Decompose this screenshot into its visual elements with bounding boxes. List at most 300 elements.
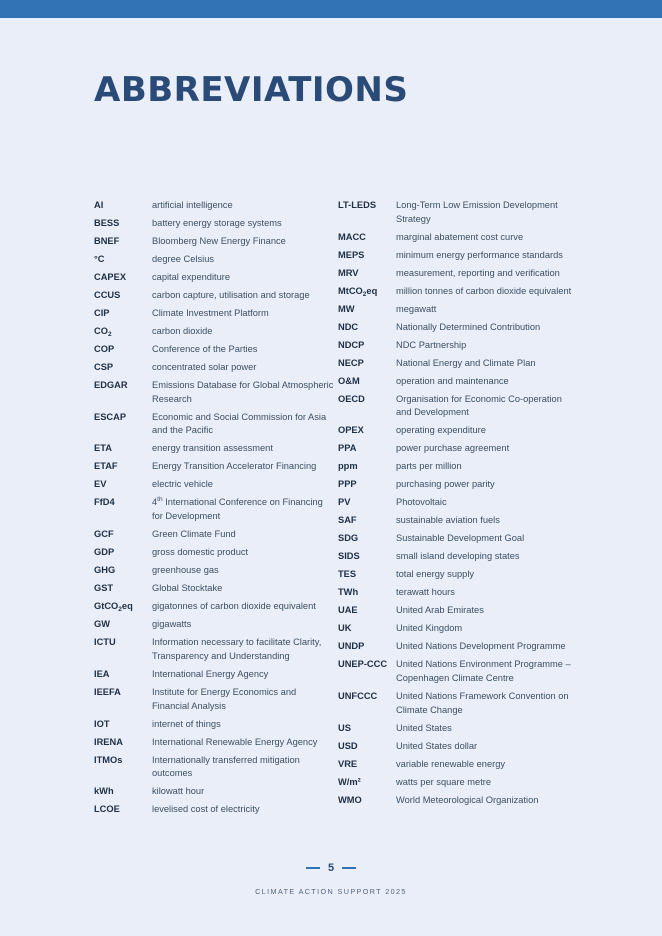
abbreviation-entry (338, 357, 572, 371)
abbreviation-definition (152, 668, 334, 682)
abbreviation-definition (396, 586, 572, 600)
abbreviation-entry (94, 668, 334, 682)
abbreviation-term-text: ETAF (94, 461, 118, 472)
abbreviation-entry (338, 478, 572, 492)
abbreviation-term (94, 582, 152, 596)
abbreviations-left-column (94, 199, 334, 821)
definition-text: NDC Partnership (396, 339, 467, 350)
definition-text: battery energy storage systems (152, 217, 282, 228)
abbreviation-entry (338, 231, 572, 245)
definition-text: National Energy and Climate Plan (396, 357, 536, 368)
definition-text: Internationally transferred mitigation outcomes (152, 754, 300, 779)
abbreviation-definition (396, 496, 572, 510)
definition-text: Emissions Database for Global Atmospheric Research (152, 379, 334, 404)
abbreviation-entry (338, 442, 572, 456)
abbreviation-term (338, 285, 396, 299)
abbreviation-entry (94, 411, 334, 439)
definition-text: Nationally Determined Contribution (396, 321, 541, 332)
abbreviation-definition (396, 758, 572, 772)
definition-text: Photovoltaic (396, 497, 447, 508)
definition-text: artificial intelligence (152, 200, 233, 210)
page-number-block (0, 862, 662, 874)
abbreviation-term (338, 496, 396, 510)
abbreviation-term (94, 442, 152, 456)
abbreviation-term (338, 690, 396, 718)
definition-text: Information necessary to facilitate Clarity, Transparency and Understanding (152, 637, 322, 661)
abbreviation-entry (338, 622, 572, 636)
definition-text: Sustainable Development Goal (396, 533, 525, 544)
abbreviation-term (94, 253, 152, 267)
abbreviation-term-text: LCOE (94, 804, 120, 815)
abbreviation-term (94, 736, 152, 750)
abbreviation-entry (94, 271, 334, 285)
abbreviation-definition (396, 550, 572, 564)
abbreviation-entry (94, 496, 334, 524)
definition-text: electric vehicle (152, 479, 213, 490)
abbreviation-entry (94, 217, 334, 231)
abbreviation-entry (338, 740, 572, 754)
abbreviation-definition (152, 442, 334, 456)
abbreviation-entry (338, 722, 572, 736)
abbreviation-entry (338, 586, 572, 600)
abbreviation-definition (396, 442, 572, 456)
definition-text: Conference of the Parties (152, 343, 258, 354)
abbreviation-term-text: CO (94, 325, 108, 336)
abbreviation-term-text: W/m² (338, 776, 361, 787)
abbreviation-term (338, 532, 396, 546)
abbreviation-definition (152, 528, 334, 542)
abbreviation-definition (396, 424, 572, 438)
abbreviation-term-text: TES (338, 569, 357, 580)
abbreviation-definition (396, 285, 572, 299)
abbreviation-term (338, 339, 396, 353)
abbreviation-entry (94, 582, 334, 596)
abbreviation-term-text: ICTU (94, 637, 116, 648)
abbreviation-entry (338, 496, 572, 510)
abbreviation-entry (338, 758, 572, 772)
abbreviation-term (338, 199, 396, 227)
abbreviation-term-text: SAF (338, 515, 357, 526)
definition-text: purchasing power parity (396, 479, 495, 490)
abbreviation-term-text: ESCAP (94, 411, 127, 422)
abbreviation-entry (338, 604, 572, 618)
abbreviation-term (338, 568, 396, 582)
abbreviation-term (94, 379, 152, 407)
definition-text: Bloomberg New Energy Finance (152, 235, 286, 246)
abbreviation-entry (94, 736, 334, 750)
abbreviation-definition (152, 546, 334, 560)
definition-prefix: 4 (152, 497, 158, 508)
abbreviation-entry (338, 794, 572, 808)
abbreviation-term (94, 618, 152, 632)
abbreviation-entry (94, 785, 334, 799)
definition-text: minimum energy performance standards (396, 249, 563, 260)
abbreviation-term-text: AI (94, 200, 104, 210)
abbreviation-entry (94, 686, 334, 714)
abbreviation-entry (338, 532, 572, 546)
abbreviation-definition (152, 379, 334, 407)
abbreviation-entry (338, 393, 572, 421)
abbreviation-entry (338, 285, 572, 299)
abbreviation-entry (94, 325, 334, 339)
abbreviation-definition (152, 718, 334, 732)
abbreviation-entry (94, 253, 334, 267)
definition-text: United Arab Emirates (396, 605, 484, 616)
abbreviation-subscript: 2 (107, 330, 112, 338)
abbreviation-definition (152, 411, 334, 439)
abbreviation-definition (152, 636, 334, 664)
abbreviation-definition (396, 199, 572, 227)
abbreviation-term-text: CCUS (94, 289, 121, 300)
abbreviation-definition (396, 740, 572, 754)
abbreviation-definition (396, 640, 572, 654)
abbreviation-term-text: MW (338, 303, 355, 314)
definition-text: operating expenditure (396, 425, 486, 436)
abbreviation-term (338, 249, 396, 263)
abbreviation-term-text: MACC (338, 231, 366, 242)
abbreviation-term-suffix: eq (121, 601, 133, 612)
abbreviation-definition (396, 339, 572, 353)
definition-text: International Renewable Energy Agency (152, 736, 318, 747)
abbreviation-term (94, 235, 152, 249)
abbreviation-term-text: SDG (338, 533, 359, 544)
definition-text: terawatt hours (396, 587, 455, 598)
abbreviation-term (94, 307, 152, 321)
abbreviation-term-text: GW (94, 619, 111, 630)
abbreviation-term-text: TWh (338, 587, 359, 598)
definition-text: United Nations Environment Programme – Copenhagen Climate Centre (396, 659, 571, 684)
abbreviation-definition (152, 325, 334, 339)
abbreviation-entry (94, 379, 334, 407)
definition-text: sustainable aviation fuels (396, 515, 500, 526)
abbreviation-term (338, 321, 396, 335)
definition-text: Economic and Social Commission for Asia and the Pacific (152, 411, 327, 436)
abbreviation-term-text: PV (338, 497, 351, 508)
abbreviation-entry (94, 718, 334, 732)
abbreviation-definition (396, 267, 572, 281)
abbreviation-entry (338, 460, 572, 474)
definition-text: concentrated solar power (152, 361, 257, 372)
abbreviation-entry (94, 199, 334, 213)
abbreviation-definition (152, 496, 334, 524)
abbreviation-definition (152, 582, 334, 596)
abbreviation-term-text: GtCO (94, 601, 119, 612)
abbreviation-term-text: NDCP (338, 339, 365, 350)
abbreviation-term-text: COP (94, 343, 115, 354)
definition-text: power purchase agreement (396, 443, 510, 454)
abbreviation-subscript: 2 (118, 606, 122, 614)
abbreviation-term-text: UAE (338, 605, 358, 616)
abbreviation-term (94, 564, 152, 578)
abbreviation-definition (152, 307, 334, 321)
abbreviation-entry (338, 690, 572, 718)
definition-text: Energy Transition Accelerator Financing (152, 461, 317, 472)
abbreviation-definition (396, 321, 572, 335)
abbreviation-entry (338, 339, 572, 353)
abbreviation-definition (396, 690, 572, 718)
definition-text: degree Celsius (152, 253, 215, 264)
abbreviation-definition (396, 794, 572, 808)
abbreviation-term-text: IOT (94, 718, 110, 729)
abbreviation-term-text: UNDP (338, 641, 365, 652)
definition-text: megawatt (396, 303, 437, 314)
abbreviation-entry (338, 514, 572, 528)
abbreviation-term-text: ppm (338, 461, 358, 472)
abbreviation-term (94, 496, 152, 524)
abbreviation-entry (338, 267, 572, 281)
abbreviation-term (338, 586, 396, 600)
abbreviation-entry (94, 636, 334, 664)
abbreviation-term-text: GCF (94, 529, 114, 540)
abbreviation-definition (396, 604, 572, 618)
abbreviation-definition (396, 722, 572, 736)
abbreviation-entry (338, 550, 572, 564)
abbreviation-definition (396, 393, 572, 421)
abbreviation-term-text: BESS (94, 217, 120, 228)
definition-text: Climate Investment Platform (152, 307, 269, 318)
abbreviation-term (94, 289, 152, 303)
abbreviation-term-text: PPP (338, 479, 357, 490)
abbreviation-term (338, 758, 396, 772)
definition-text: carbon capture, utilisation and storage (152, 289, 310, 300)
abbreviation-term-text: USD (338, 740, 358, 751)
abbreviation-entry (94, 460, 334, 474)
abbreviation-entry (94, 289, 334, 303)
definition-text: gigatonnes of carbon dioxide equivalent (152, 601, 316, 612)
page-title: ABBREVIATIONS (94, 70, 409, 110)
abbreviation-term-text: FfD4 (94, 497, 115, 508)
abbreviation-term-text: UNFCCC (338, 691, 378, 701)
abbreviation-entry (338, 375, 572, 389)
abbreviation-term-text: PPA (338, 443, 357, 454)
definition-text: Green Climate Fund (152, 529, 236, 540)
abbreviation-entry (94, 235, 334, 249)
abbreviation-term (94, 718, 152, 732)
abbreviation-term (94, 803, 152, 817)
abbreviation-term (338, 357, 396, 371)
abbreviation-term (338, 460, 396, 474)
definition-text: watts per square metre (396, 776, 492, 787)
abbreviation-definition (396, 460, 572, 474)
abbreviation-term (338, 640, 396, 654)
abbreviation-term-text: MRV (338, 267, 359, 278)
abbreviation-term-text: NDC (338, 321, 359, 332)
abbreviation-term-text: GHG (94, 565, 116, 576)
abbreviation-definition (396, 658, 572, 686)
abbreviation-definition (396, 375, 572, 389)
abbreviation-definition (152, 343, 334, 357)
abbreviation-definition (152, 289, 334, 303)
abbreviation-term-text: CAPEX (94, 271, 127, 282)
definition-text: International Energy Agency (152, 668, 269, 679)
definition-text: United Kingdom (396, 623, 463, 634)
abbreviation-term-text: SIDS (338, 551, 360, 562)
abbreviation-definition (152, 736, 334, 750)
top-accent-bar (0, 0, 662, 18)
abbreviation-entry (94, 361, 334, 375)
abbreviation-term-suffix: eq (366, 285, 378, 296)
abbreviation-entry (94, 307, 334, 321)
abbreviation-term-text: US (338, 722, 351, 733)
abbreviation-definition (152, 199, 334, 213)
abbreviation-term-text: BNEF (94, 235, 120, 246)
abbreviation-term (338, 622, 396, 636)
abbreviation-term (94, 668, 152, 682)
abbreviation-term-text: IEEFA (94, 686, 121, 697)
abbreviation-term-text: ITMOs (94, 754, 123, 765)
abbreviation-term-text: ETA (94, 443, 112, 454)
abbreviation-term-text: LT-LEDS (338, 200, 377, 210)
abbreviation-term (338, 722, 396, 736)
abbreviation-definition (152, 803, 334, 817)
abbreviation-entry (338, 568, 572, 582)
definition-text: total energy supply (396, 569, 475, 580)
abbreviation-definition (396, 303, 572, 317)
abbreviation-definition (396, 568, 572, 582)
abbreviation-definition (152, 478, 334, 492)
definition-text: Organisation for Economic Co-operation and Development (396, 393, 562, 418)
abbreviation-definition (152, 253, 334, 267)
definition-text: capital expenditure (152, 271, 231, 282)
abbreviation-term-text: EDGAR (94, 379, 128, 390)
abbreviation-term (94, 411, 152, 439)
abbreviation-definition (152, 217, 334, 231)
abbreviation-term (338, 375, 396, 389)
definition-text: kilowatt hour (152, 786, 205, 797)
abbreviation-term-text: EV (94, 479, 107, 490)
abbreviation-term-text: VRE (338, 758, 358, 769)
abbreviation-entry (94, 754, 334, 782)
abbreviation-entry (94, 343, 334, 357)
abbreviation-definition (152, 754, 334, 782)
abbreviation-term-text: MtCO (338, 285, 363, 296)
abbreviation-subscript: 2 (362, 290, 367, 298)
abbreviation-entry (94, 600, 334, 614)
abbreviation-definition (396, 249, 572, 263)
abbreviation-entry (338, 424, 572, 438)
abbreviation-definition (152, 618, 334, 632)
definition-text: measurement, reporting and verification (396, 267, 560, 278)
abbreviation-term-text: IRENA (94, 736, 123, 747)
abbreviation-term-text: WMO (338, 794, 362, 805)
abbreviation-definition (152, 361, 334, 375)
abbreviation-term-text: OPEX (338, 425, 364, 436)
definition-text: marginal abatement cost curve (396, 231, 524, 242)
abbreviation-definition (396, 776, 572, 790)
abbreviation-term (338, 478, 396, 492)
definition-text: levelised cost of electricity (152, 804, 260, 815)
definition-text: greenhouse gas (152, 565, 219, 576)
abbreviation-entry (94, 618, 334, 632)
abbreviation-term (94, 546, 152, 560)
page-number: 5 (327, 862, 335, 874)
abbreviation-term-text: CSP (94, 361, 114, 372)
abbreviation-term (338, 604, 396, 618)
definition-text: World Meteorological Organization (396, 794, 539, 805)
abbreviation-term (94, 271, 152, 285)
abbreviation-term (338, 231, 396, 245)
abbreviation-term (338, 658, 396, 686)
abbreviation-term (94, 478, 152, 492)
abbreviation-entry (338, 776, 572, 790)
abbreviation-definition (396, 231, 572, 245)
abbreviation-term (94, 199, 152, 213)
abbreviation-term-text: °C (94, 253, 105, 264)
page-number-dash-right (342, 867, 356, 869)
abbreviation-term-text: kWh (94, 786, 114, 797)
definition-text: United States dollar (396, 740, 478, 751)
definition-text: carbon dioxide (152, 325, 213, 336)
abbreviation-term (94, 325, 152, 339)
abbreviation-term (338, 442, 396, 456)
definition-text: operation and maintenance (396, 375, 509, 386)
abbreviation-term-text: GST (94, 583, 114, 594)
definition-superscript: th (157, 496, 163, 504)
abbreviation-term-text: MEPS (338, 249, 365, 260)
abbreviation-term-text: CIP (94, 307, 110, 318)
definition-text: variable renewable energy (396, 758, 506, 769)
abbreviation-term-text: UK (338, 623, 352, 634)
abbreviation-entry (94, 528, 334, 542)
abbreviation-entry (94, 564, 334, 578)
definition-text: Long-Term Low Emission Development Strategy (396, 200, 558, 224)
abbreviation-term (338, 393, 396, 421)
abbreviation-term-text: IEA (94, 668, 110, 679)
definition-text: United Nations Framework Convention on Climate Change (396, 691, 569, 715)
definition-text: million tonnes of carbon dioxide equivalent (396, 285, 572, 296)
definition-text: gigawatts (152, 619, 192, 630)
abbreviation-term (94, 361, 152, 375)
definition-text: International Conference on Financing for Development (152, 497, 323, 522)
abbreviation-term-text: UNEP-CCC (338, 659, 388, 670)
abbreviation-term-text: GDP (94, 547, 115, 558)
abbreviation-entry (338, 249, 572, 263)
abbreviation-entry (338, 321, 572, 335)
abbreviation-term-text: OECD (338, 393, 365, 404)
definition-text: United States (396, 722, 452, 733)
abbreviation-term (94, 785, 152, 799)
abbreviation-entry (338, 303, 572, 317)
abbreviation-entry (338, 658, 572, 686)
abbreviation-term (338, 267, 396, 281)
abbreviation-term (338, 740, 396, 754)
abbreviation-definition (396, 622, 572, 636)
definition-text: internet of things (152, 718, 221, 729)
abbreviation-definition (396, 532, 572, 546)
abbreviation-definition (152, 271, 334, 285)
abbreviation-term (338, 514, 396, 528)
definition-text: United Nations Development Programme (396, 641, 566, 652)
abbreviation-term (338, 550, 396, 564)
footer-text: CLIMATE ACTION SUPPORT 2025 (255, 887, 407, 896)
abbreviation-definition (152, 235, 334, 249)
abbreviation-definition (396, 478, 572, 492)
abbreviation-term (94, 528, 152, 542)
definition-text: parts per million (396, 461, 462, 472)
abbreviation-term (338, 424, 396, 438)
abbreviation-entry (338, 199, 572, 227)
definition-text: Global Stocktake (152, 583, 223, 594)
abbreviation-term (338, 794, 396, 808)
abbreviation-entry (94, 546, 334, 560)
abbreviation-term-text: NECP (338, 357, 364, 368)
abbreviation-term (94, 636, 152, 664)
abbreviation-entry (94, 442, 334, 456)
definition-text: small island developing states (396, 551, 520, 562)
abbreviation-definition (396, 357, 572, 371)
abbreviation-entry (338, 640, 572, 654)
abbreviation-term (94, 686, 152, 714)
